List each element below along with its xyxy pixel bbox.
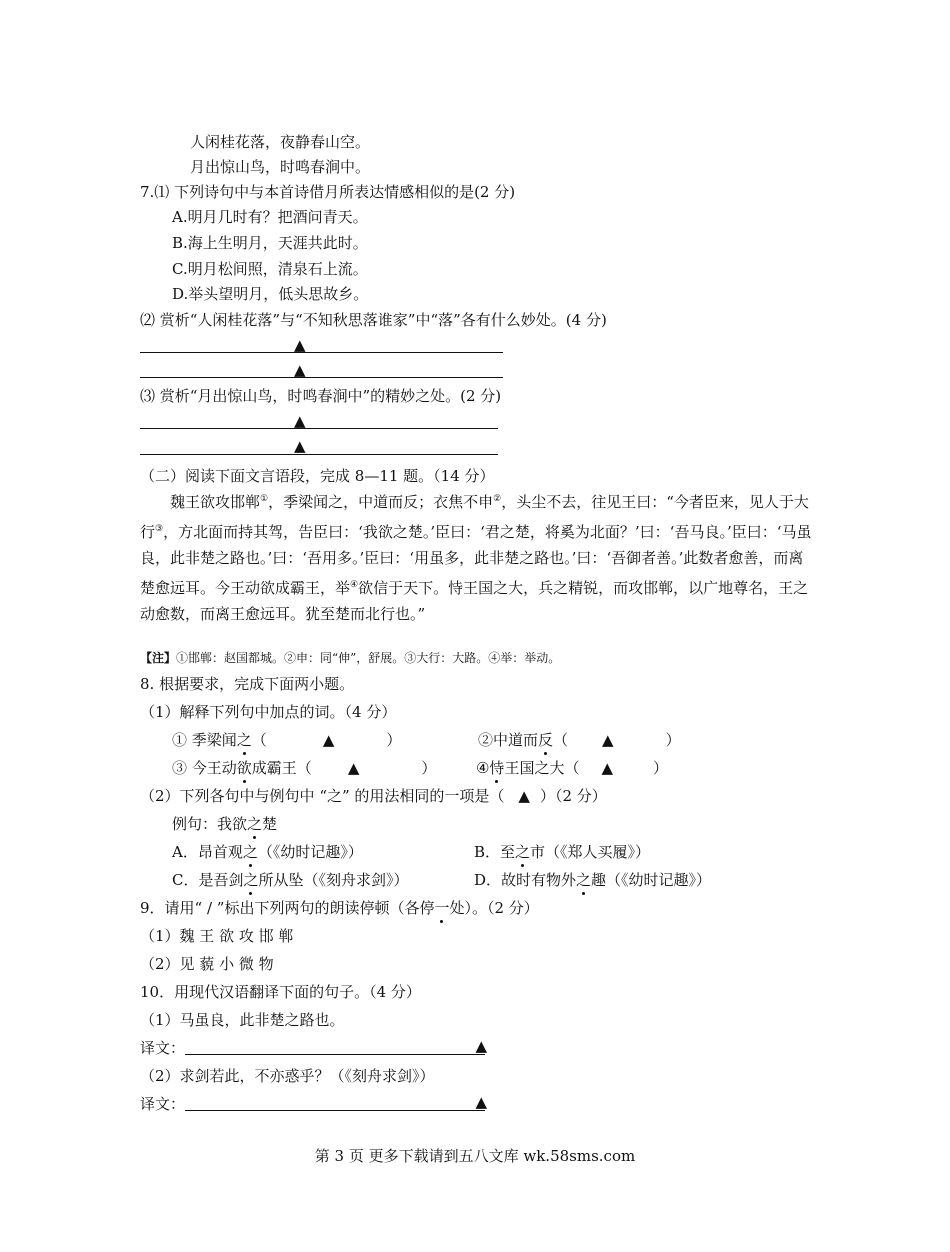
answer-line[interactable] (140, 454, 498, 455)
q8-item-4: ④恃王国之大（ ▲ ） (476, 759, 669, 777)
q8-option-c: C．是吾剑之所从坠（《刻舟求剑》） (172, 871, 409, 889)
answer-marker: ▲ (294, 336, 306, 354)
answer-line[interactable] (140, 352, 503, 353)
answer-marker: ▲ (294, 361, 306, 379)
q10-sentence-1: （1）马虽良，此非楚之路也。 (140, 1011, 345, 1029)
translation-label: 译文： (140, 1039, 186, 1057)
q9-sentence-1: （1）魏 王 欲 攻 邯 郸 (140, 927, 294, 945)
q10-sentence-2: （2）求剑若此，不亦惑乎？（《刻舟求剑》） (140, 1067, 435, 1085)
q10-translation-2 (140, 1093, 488, 1115)
answer-marker: ▲ (475, 1093, 488, 1111)
q7-part3-prompt: ⑶ 赏析“月出惊山鸟，时鸣春涧中”的精妙之处。(2 分) (140, 387, 502, 405)
q7-option-a: A.明月几时有？把酒问青天。 (172, 208, 368, 226)
translation-label: 译文： (140, 1095, 186, 1113)
passage-notes: 【注】①邯郸：赵国都城。②申：同“伸”，舒展。③大行：大路。④举：举动。 (140, 651, 561, 665)
classical-passage: 魏王欲攻邯郸①，季梁闻之，中道而反；衣焦不申②，头尘不去，往见王曰：“今者臣来，见人于大行③，方北面而持其驾，告臣曰：‘我欲之楚。’臣曰：‘君之楚，将奚为北面？’曰：‘吾马良。’臣曰：‘马虽良，此非楚之路也。’曰：‘吾用多。’臣曰：‘用虽多，此非楚之路也。’曰：‘吾御者善。’此数者愈善，而离楚愈远耳。今王动欲成霸王，举④欲信于天下。恃王国之大，兵之精锐，而攻邯郸，以广地尊名，王之动愈数，而离王愈远耳。犹至楚而北行也。” (140, 493, 812, 623)
q7-option-b: B.海上生明月，天涯共此时。 (172, 234, 368, 252)
q8-option-b: B．至之市（《郑人买履》） (474, 843, 651, 861)
q8-item-1: ① 季梁闻之（ ▲ ） (172, 731, 402, 749)
q8-option-d: D．故时有物外之趣（《幼时记趣》） (474, 871, 712, 889)
section-heading: （二）阅读下面文言语段，完成 8—11 题。（14 分） (140, 467, 495, 485)
q9-prompt: 9．请用“ / ”标出下列两句的朗读停顿（各停一处）。（2 分） (140, 899, 539, 917)
q8-title: 8. 根据要求，完成下面两小题。 (140, 675, 355, 693)
translation-answer-line[interactable] (185, 1093, 488, 1111)
q8-item-2: ②中道而反（ ▲ ） (478, 731, 681, 749)
translation-answer-line[interactable] (185, 1037, 488, 1055)
answer-line[interactable] (140, 377, 503, 378)
answer-marker: ▲ (518, 787, 530, 805)
q8-option-a: A．昂首观之（《幼时记趣》） (172, 843, 363, 861)
poem-line-1: 人闲桂花落，夜静春山空。 (190, 133, 371, 151)
q8-item-3: ③ 今王动欲成霸王（ ▲ ） (172, 759, 437, 777)
answer-marker: ▲ (294, 412, 306, 430)
q9-sentence-2: （2）见 藐 小 微 物 (140, 955, 274, 973)
q7-part2-prompt: ⑵ 赏析“人闲桂花落”与“不知秋思落谁家”中“落”各有什么妙处。(4 分) (140, 311, 607, 329)
q7-option-c: C.明月松间照，清泉石上流。 (172, 260, 368, 278)
q10-title: 10．用现代汉语翻译下面的句子。（4 分） (140, 983, 421, 1001)
q8-part1-prompt: （1）解释下列句中加点的词。（4 分） (140, 703, 397, 721)
page-footer: 第 3 页 更多下载请到五八文库 wk.58sms.com (314, 1147, 636, 1165)
q7-option-d: D.举头望明月，低头思故乡。 (172, 285, 369, 303)
answer-marker: ▲ (294, 437, 306, 455)
q8-part2-prompt: （2）下列各句中与例句中 “之” 的用法相同的一项是（ ▲ ）（2 分） (140, 787, 607, 805)
answer-marker: ▲ (475, 1037, 488, 1055)
note-label: 【注】 (140, 651, 177, 665)
q10-translation-1 (140, 1037, 488, 1059)
q7-part1-prompt: 7.⑴ 下列诗句中与本首诗借月所表达情感相似的是(2 分) (140, 183, 516, 201)
answer-line[interactable] (140, 428, 498, 429)
q8-example: 例句：我欲之楚 (172, 815, 278, 833)
poem-line-2: 月出惊山鸟，时鸣春涧中。 (190, 158, 371, 176)
